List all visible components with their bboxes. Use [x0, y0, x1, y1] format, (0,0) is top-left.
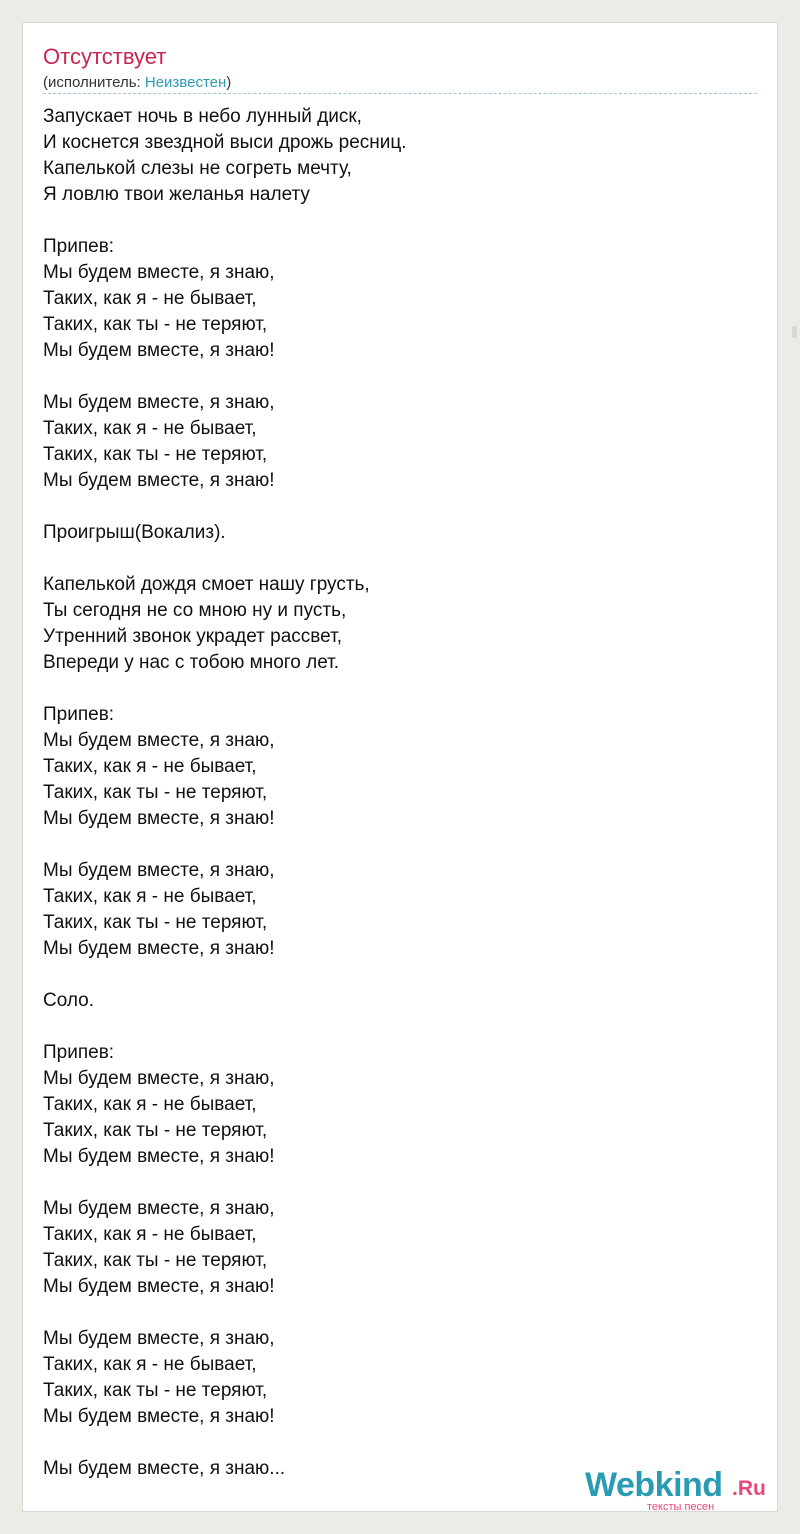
artist-suffix: ) — [226, 74, 232, 91]
lyric-line: Таких, как я - не бывает, — [43, 886, 257, 907]
lyric-line: Мы будем вместе, я знаю! — [43, 1276, 275, 1297]
lyric-line — [43, 676, 743, 702]
lyric-line: Мы будем вместе, я знаю! — [43, 808, 275, 829]
scrollbar-thumb[interactable] — [792, 326, 797, 338]
lyric-line: Таких, как я - не бывает, — [43, 1354, 257, 1375]
lyric-line: Проигрыш(Вокализ). — [43, 522, 226, 543]
lyric-line: Мы будем вместе, я знаю, — [43, 1328, 275, 1349]
lyric-line: Таких, как я - не бывает, — [43, 756, 257, 777]
lyric-line — [43, 832, 743, 858]
song-title: Отсутствует — [43, 44, 167, 69]
artist-line — [43, 73, 231, 93]
lyrics-text — [43, 104, 743, 1482]
lyric-line: Запускает ночь в небо лунный диск, — [43, 106, 362, 127]
logo-wordmark: Webkind — [585, 1466, 723, 1504]
lyrics-card — [22, 22, 778, 1512]
lyric-line: Мы будем вместе, я знаю! — [43, 1146, 275, 1167]
lyric-line: Мы будем вместе, я знаю... — [43, 1458, 286, 1479]
site-logo[interactable] — [585, 1465, 775, 1513]
logo-tagline: тексты песен — [647, 1501, 715, 1513]
lyric-line: Капелькой дождя смоет нашу грусть, — [43, 574, 370, 595]
lyric-line: Таких, как я - не бывает, — [43, 1094, 257, 1115]
lyric-line — [43, 208, 743, 234]
lyric-line: Мы будем вместе, я знаю! — [43, 938, 275, 959]
lyric-line: Припев: — [43, 236, 115, 257]
lyric-line: Я ловлю твои желанья налету — [43, 184, 310, 205]
lyric-line: Припев: — [43, 1042, 115, 1063]
title-divider — [43, 93, 757, 94]
lyric-line — [43, 1430, 743, 1456]
lyric-line: Соло. — [43, 990, 95, 1011]
lyric-line: Таких, как ты - не теряют, — [43, 1380, 268, 1401]
lyric-line: Таких, как ты - не теряют, — [43, 1250, 268, 1271]
lyric-line: И коснется звездной выси дрожь ресниц. — [43, 132, 407, 153]
lyric-line — [43, 1170, 743, 1196]
lyric-line: Мы будем вместе, я знаю! — [43, 1406, 275, 1427]
lyric-line: Мы будем вместе, я знаю, — [43, 860, 275, 881]
lyric-line: Таких, как ты - не теряют, — [43, 444, 268, 465]
lyric-line — [43, 1014, 743, 1040]
lyric-line — [43, 364, 743, 390]
lyric-line: Мы будем вместе, я знаю, — [43, 1068, 275, 1089]
lyric-line: Мы будем вместе, я знаю! — [43, 470, 275, 491]
lyric-line: Мы будем вместе, я знаю, — [43, 730, 275, 751]
lyric-line — [43, 546, 743, 572]
lyric-line: Мы будем вместе, я знаю, — [43, 392, 275, 413]
lyric-line: Ты сегодня не со мною ну и пусть, — [43, 600, 347, 621]
lyric-line: Утренний звонок украдет рассвет, — [43, 626, 342, 647]
artist-prefix: (исполнитель: — [43, 74, 145, 91]
lyric-line: Таких, как ты - не теряют, — [43, 912, 268, 933]
lyric-line: Таких, как ты - не теряют, — [43, 782, 268, 803]
lyric-line — [43, 962, 743, 988]
lyric-line: Таких, как я - не бывает, — [43, 418, 257, 439]
lyric-line: Припев: — [43, 704, 115, 725]
artist-link[interactable]: Неизвестен — [144, 74, 227, 91]
lyric-line: Таких, как я - не бывает, — [43, 1224, 257, 1245]
lyric-line: Капелькой слезы не согреть мечту, — [43, 158, 352, 179]
lyric-line: Таких, как ты - не теряют, — [43, 314, 268, 335]
logo-tld: .Ru — [732, 1477, 766, 1500]
lyric-line: Мы будем вместе, я знаю, — [43, 262, 275, 283]
lyric-line: Таких, как я - не бывает, — [43, 288, 257, 309]
lyric-line: Мы будем вместе, я знаю! — [43, 340, 275, 361]
lyric-line: Таких, как ты - не теряют, — [43, 1120, 268, 1141]
lyric-line: Впереди у нас с тобою много лет. — [43, 652, 340, 673]
lyric-line: Мы будем вместе, я знаю, — [43, 1198, 275, 1219]
lyric-line — [43, 494, 743, 520]
lyric-line — [43, 1300, 743, 1326]
